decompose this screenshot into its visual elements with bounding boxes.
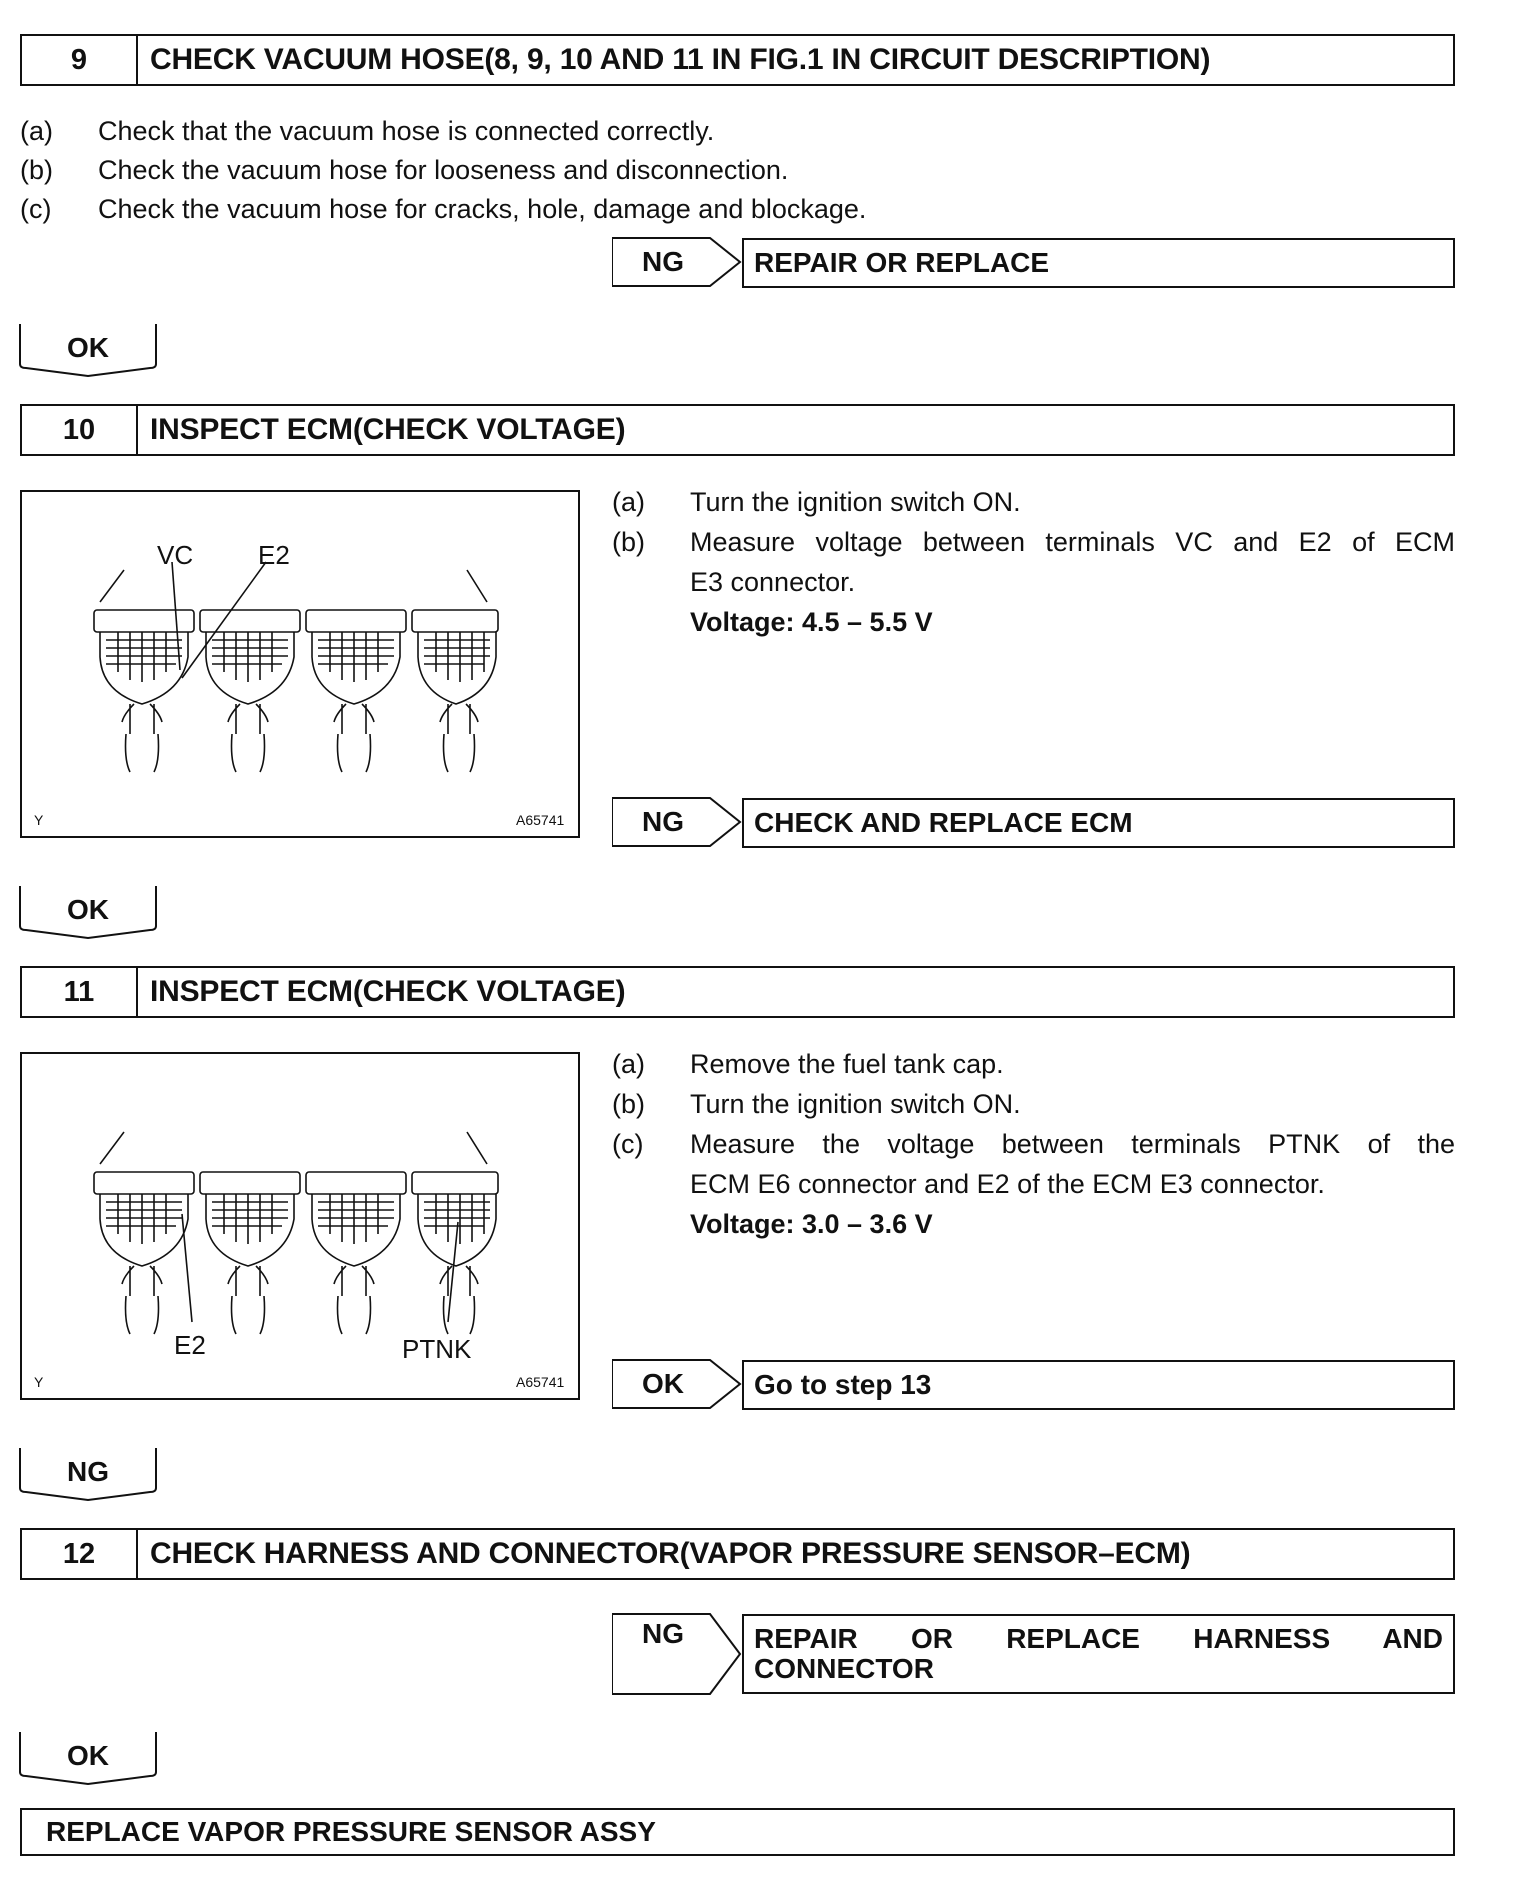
step-11-result-tag: OK [642, 1368, 684, 1399]
step-9-header [20, 34, 1455, 86]
step-9-item-a [20, 116, 714, 147]
voltage-spec: Voltage: 4.5 – 5.5 V [690, 607, 933, 637]
step-10-result-tag: NG [642, 806, 684, 837]
step-number: 9 [22, 36, 138, 84]
item-label: (a) [612, 487, 645, 517]
item-label: (c) [20, 194, 52, 224]
step-11-instructions [612, 1044, 1455, 1244]
step-9-item-b [20, 155, 788, 186]
item-text-line1: Measure the voltage between terminals PTNK of the [690, 1129, 1455, 1159]
label-vc: VC [157, 540, 194, 570]
step-11-connector-figure [20, 1052, 580, 1400]
item-label: (a) [612, 1049, 645, 1079]
step-10-instructions [612, 482, 1455, 642]
item-text: Check the vacuum hose for cracks, hole, damage and blockage. [98, 194, 867, 224]
figure-code: A65741 [516, 812, 565, 828]
step-11-item-a [612, 1044, 1455, 1084]
label-e2: E2 [174, 1330, 206, 1360]
item-text: Check that the vacuum hose is connected correctly. [98, 116, 715, 146]
step-11-ng-label: NG [67, 1456, 109, 1487]
step-11-item-b [612, 1084, 1455, 1124]
final-action-title: REPLACE VAPOR PRESSURE SENSOR ASSY [46, 1816, 656, 1847]
step-9-result-tag: NG [642, 246, 684, 277]
step-12-ok-label: OK [67, 1740, 109, 1771]
step-10-item-a [612, 482, 1455, 522]
item-text: Turn the ignition switch ON. [690, 1089, 1021, 1119]
item-text: Turn the ignition switch ON. [690, 487, 1021, 517]
step-11-item-c [612, 1124, 1455, 1164]
label-e2: E2 [258, 540, 290, 570]
step-12-header [20, 1528, 1455, 1580]
ecm-connector-drawing [22, 492, 578, 836]
action-line1: REPAIR OR REPLACE HARNESS AND [754, 1623, 1443, 1654]
step-9-item-c [20, 194, 866, 225]
step-10-ok-label: OK [67, 894, 109, 925]
step-10-item-b-cont [612, 562, 1455, 602]
item-label: (b) [612, 527, 645, 557]
step-10-item-b [612, 522, 1455, 562]
step-12-result-tag: NG [642, 1618, 684, 1649]
ecm-connector-drawing [22, 1054, 578, 1398]
step-10-result-action: CHECK AND REPLACE ECM [742, 798, 1455, 848]
item-label: (b) [20, 155, 53, 185]
indent [612, 562, 690, 602]
step-10-spec-row [612, 602, 1455, 642]
voltage-spec: Voltage: 3.0 – 3.6 V [690, 1209, 933, 1239]
step-11-spec-row [612, 1204, 1455, 1244]
item-text-line1: Measure voltage between terminals VC and E2 of ECM [690, 527, 1455, 557]
label-ptnk: PTNK [402, 1334, 472, 1364]
indent [612, 1164, 690, 1204]
item-text-line2: E3 connector. [690, 567, 856, 597]
step-title: INSPECT ECM(CHECK VOLTAGE) [150, 975, 626, 1008]
step-9-ok-label: OK [67, 332, 109, 363]
step-12-result-action [742, 1614, 1455, 1694]
step-title: CHECK VACUUM HOSE(8, 9, 10 AND 11 IN FIG.1 IN CIRCUIT DESCRIPTION) [150, 43, 1211, 76]
step-11-header [20, 966, 1455, 1018]
step-number: 11 [22, 968, 138, 1016]
figure-corner-mark: Y [34, 1374, 44, 1390]
item-text: Check the vacuum hose for looseness and disconnection. [98, 155, 789, 185]
step-title: CHECK HARNESS AND CONNECTOR(VAPOR PRESSURE SENSOR–ECM) [150, 1537, 1191, 1570]
item-text-line2: ECM E6 connector and E2 of the ECM E3 connector. [690, 1169, 1325, 1199]
figure-corner-mark: Y [34, 812, 44, 828]
item-label: (b) [612, 1089, 645, 1119]
step-number: 10 [22, 406, 138, 454]
step-10-header [20, 404, 1455, 456]
action-line2: CONNECTOR [754, 1653, 934, 1684]
step-9-result-action: REPAIR OR REPLACE [742, 238, 1455, 288]
step-title: INSPECT ECM(CHECK VOLTAGE) [150, 413, 626, 446]
step-11-item-c-cont [612, 1164, 1455, 1204]
indent [612, 1204, 690, 1244]
step-number: 12 [22, 1530, 138, 1578]
item-label: (a) [20, 116, 53, 146]
item-text: Remove the fuel tank cap. [690, 1049, 1004, 1079]
figure-code: A65741 [516, 1374, 565, 1390]
step-10-connector-figure [20, 490, 580, 838]
step-11-result-action: Go to step 13 [742, 1360, 1455, 1410]
item-label: (c) [612, 1129, 644, 1159]
final-action-box [20, 1808, 1455, 1856]
indent [612, 602, 690, 642]
